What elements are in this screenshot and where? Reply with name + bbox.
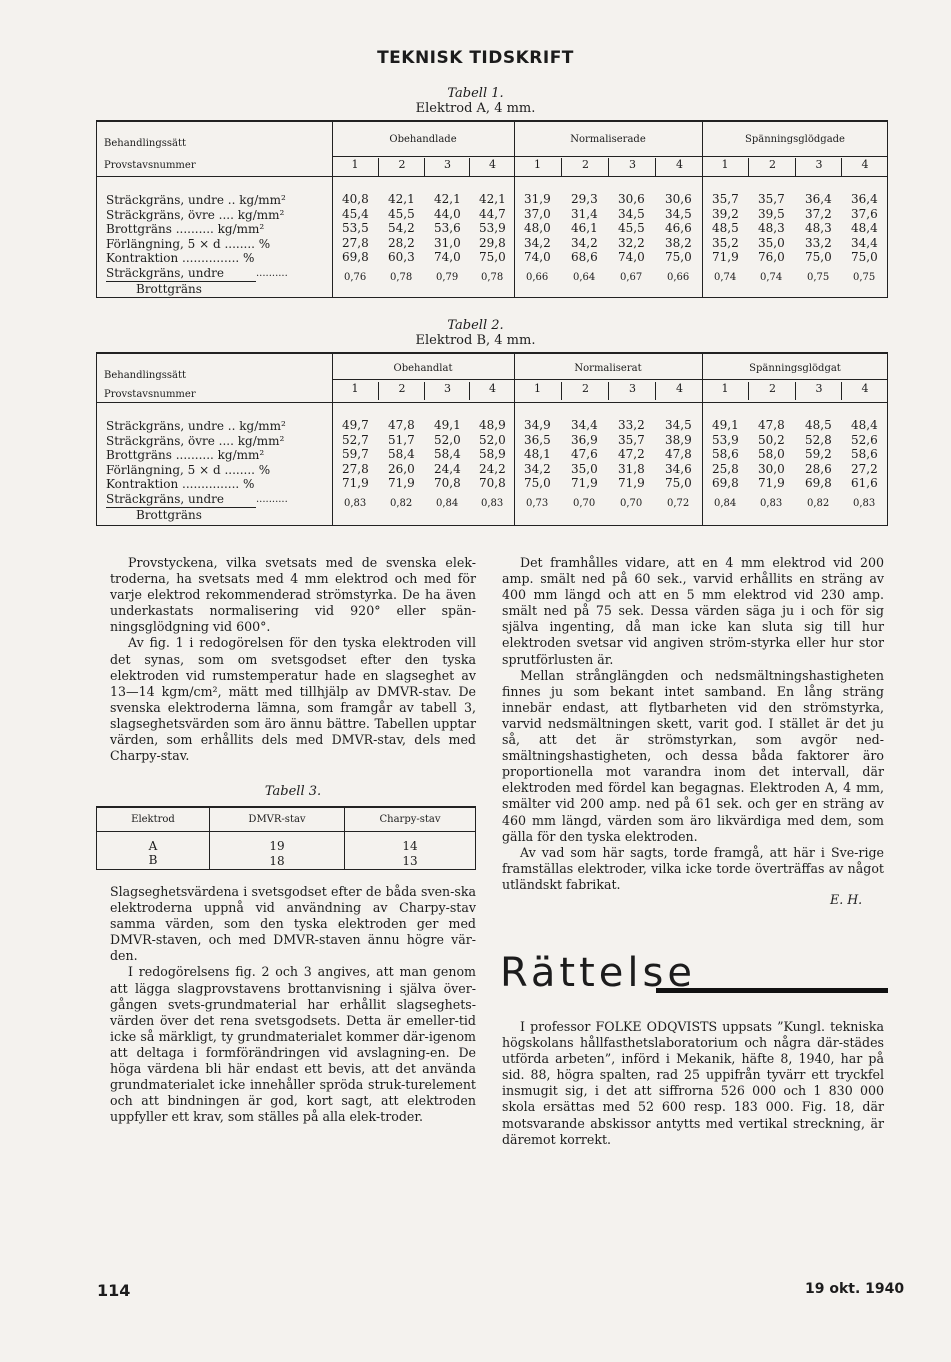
specimen-number: 1 [351,158,359,171]
table-cell: 24,2 [479,461,506,476]
table-cell: 48,4 [851,221,878,236]
journal-title: TEKNISK TIDSKRIFT [377,48,574,68]
group-untreated: Obehandlat [393,363,453,374]
table-cell: 45,5 [388,206,415,221]
table-cell: 49,1 [712,418,739,432]
table-cell: 71,9 [342,476,369,491]
ratio-value: 0,82 [807,498,830,509]
row-head-treatment: Behandlingssätt [104,138,187,149]
table-cell: 47,8 [665,447,692,462]
specimen-number: 4 [469,158,515,176]
table-cell: 42,1 [434,192,461,206]
value-column [424,418,469,491]
table-cell: 48,5 [805,418,832,432]
table3-cell: B [97,853,210,870]
table1 [96,120,888,298]
row-label: Sträckgräns, undre .. kg/mm² [106,193,286,207]
value-column [378,418,424,491]
row-head-specimen: Provstavsnummer [104,160,196,171]
rattelse-body [502,1019,884,1148]
ratio-top-label: Sträckgräns, undre [106,265,224,280]
table-cell: 36,4 [805,192,832,206]
table-cell: 68,6 [571,250,598,265]
dot-leader: .......... [256,268,288,279]
table3-cell: A [97,839,210,853]
table-cell: 53,5 [342,221,369,236]
specimen-number: 2 [561,158,609,176]
table-cell: 33,2 [618,418,645,432]
table-cell: 37,0 [524,206,551,221]
table-cell: 69,8 [712,476,739,491]
table-cell: 58,6 [712,447,739,462]
value-column [702,418,748,491]
table-cell: 27,8 [342,461,369,476]
row-label: Brottgräns .......... kg/mm² [106,222,265,237]
specimen-number: 1 [721,382,729,395]
table3-cell: 14 [345,839,476,853]
paragraph: Av vad som här sagts, torde framgå, att här i Sve-rige framställas elektroder, vilka icke torde överträffas av något utländskt fabrikat. [502,844,884,892]
table-cell: 30,0 [758,461,785,476]
table-cell: 58,9 [479,447,506,462]
table-cell: 71,9 [712,250,739,265]
value-column [841,418,887,491]
table-cell: 74,0 [434,250,461,265]
table-cell: 35,7 [618,432,645,447]
table-cell: 70,8 [479,476,506,491]
ratio-value: 0,72 [667,498,690,509]
table-cell: 54,2 [388,221,415,236]
table-cell: 35,7 [758,192,785,206]
specimen-number: 3 [608,158,656,176]
ratio-value: 0,67 [620,272,643,283]
table-cell: 58,6 [851,447,878,462]
table-cell: 34,5 [665,206,692,221]
table-cell: 69,8 [805,476,832,491]
paragraph: Mellan strånglängden och nedsmältningshastigheten finnes ju som bekant intet samband. En lång sträng innebär endast, att flytbarheten vid den strömstyrka, varvid nedsmältningen skett, varit god. I stället är det ju så, att det är strömstyrkan, som avgör ned-smältningshastigheten, och dessa båda faktorer äro proportionella mot varandra inom det intervall, där elektroden med fördel kan begagnas. Elektroden A, 4 mm, smälter vid 200 amp. ned på 61 sek. och ger en sträng av 460 mm längd, värden som äro likvärdiga med dem, som gälla för den tyska elektroden. [502,667,884,844]
paragraph: I redogörelsens fig. 2 och 3 angives, att man genom att lägga slagprovstavens brottanvisning i själva över-gången svets-grundmaterial har erhållit slagseghets-värden över det rena svetsgodsets. Detta är emeller-tid icke så märkligt, ty grundmaterialet kommer där-igenom att deltaga i formförändringen vid avslagning-en. De höga värdena bli här endast ett bevis, att det använda grundmaterialet icke innehåller spröda struk-turelement och att bindningen är god, kort sagt, att elektroden uppfyller ett krav, som ställes på alla elek-troder. [110,964,476,1125]
specimen-number: 1 [534,158,541,171]
table2 [96,352,888,526]
table-cell: 29,8 [479,235,506,250]
page-number: 114 [97,1281,131,1300]
table-cell: 36,5 [524,432,551,447]
table-cell: 34,5 [665,418,692,432]
table2-subtitle: Elektrod B, 4 mm. [415,333,536,348]
table-cell: 75,0 [665,250,692,265]
paragraph: Av fig. 1 i redogörelsen för den tyska elektroden vill det synas, som om svetsgodset efter den tyska elektroden vid rumstemperatur hade en slagseghet av 13—14 kgm/cm², mätt med tillhjälp av DMVR-stav. De svenska elektroderna lämna, som framgår av tabell 3, slagseghetsvärden som äro ännu bättre. Tabellen upptar värden, som erhållits dels med DMVR-stav, dels med Charpy-stav. [110,635,476,764]
table-cell: 35,2 [712,235,739,250]
value-column [332,418,378,491]
table-cell: 74,0 [618,250,645,265]
table-cell: 31,0 [434,235,461,250]
ratio-value: 0,84 [436,498,459,509]
table-cell: 27,2 [851,461,878,476]
table-cell: 47,8 [388,418,415,432]
ratio-value: 0,83 [344,498,367,509]
row-label: Sträckgräns, övre .... kg/mm² [106,433,285,448]
table-cell: 28,6 [805,461,832,476]
value-column [795,418,841,491]
value-column [608,418,655,491]
table-cell: 39,2 [712,206,739,221]
table-cell: 71,9 [618,476,645,491]
ratio-value: 0,79 [436,272,459,283]
rattelse-heading: Rättelse [500,950,696,996]
group-normalized: Normaliserade [570,134,646,145]
table-cell: 34,2 [524,235,551,250]
value-column [332,192,378,265]
specimen-number: 4 [841,158,888,176]
ratio-value: 0,83 [853,498,876,509]
value-column [655,418,702,491]
ratio-top-label: Sträckgräns, undre [106,491,224,506]
table-cell: 71,9 [571,476,598,491]
value-column [748,192,795,265]
specimen-number: 3 [608,382,656,400]
table-cell: 25,8 [712,461,739,476]
table-cell: 59,2 [805,447,832,462]
table-cell: 53,9 [479,221,506,236]
ratio-value: 0,75 [853,272,876,283]
table-cell: 52,0 [434,432,461,447]
value-column [424,192,469,265]
ratio-value: 0,70 [620,498,643,509]
table-cell: 51,7 [388,432,415,447]
value-column [748,418,795,491]
table-cell: 53,9 [712,432,739,447]
table-cell: 52,6 [851,432,878,447]
table-cell: 36,4 [851,192,878,206]
value-column [469,418,514,491]
value-column [378,192,424,265]
row-label: Förlängning, 5 × d ........ % [106,236,271,251]
table-cell: 31,8 [618,461,645,476]
table-cell: 38,9 [665,432,692,447]
row-label: Förlängning, 5 × d ........ % [106,462,271,477]
table-cell: 76,0 [758,250,785,265]
table3-cell: 19 [210,839,345,853]
table-cell: 71,9 [388,476,415,491]
table-cell: 52,0 [479,432,506,447]
table-cell: 34,6 [665,461,692,476]
table-cell: 75,0 [479,250,506,265]
table-cell: 34,4 [851,235,878,250]
table-cell: 40,8 [342,192,369,206]
heading-rule [656,988,888,993]
specimen-number: 3 [795,382,842,400]
table-cell: 34,4 [571,418,598,432]
specimen-number: 2 [748,158,796,176]
table2-caption: Tabell 2. [447,318,504,333]
group-untreated: Obehandlade [389,134,457,145]
table-cell: 49,1 [434,418,461,432]
value-column [608,192,655,265]
specimen-number: 2 [748,382,796,400]
group-stress-relieved: Spänningsglödgat [749,363,841,374]
table-cell: 48,4 [851,418,878,432]
table-cell: 48,1 [524,447,551,462]
row-head-treatment: Behandlingssätt [104,370,187,381]
specimen-number: 2 [378,382,425,400]
value-column [561,418,608,491]
table-cell: 47,6 [571,447,598,462]
table-cell: 24,4 [434,461,461,476]
table-cell: 52,8 [805,432,832,447]
table-cell: 58,4 [388,447,415,462]
ratio-value: 0,82 [390,498,413,509]
table-cell: 32,2 [618,235,645,250]
table-cell: 44,7 [479,206,506,221]
table3-cell: 18 [210,853,345,870]
paragraph: Slagseghetsvärdena i svetsgodset efter de båda sven-ska elektroderna uppnå vid användning av Charpy-stav samma värden, som den tyska elektroden ger med DMVR-staven, och med DMVR-staven ännu högre vär-den. [110,884,476,964]
ratio-value: 0,75 [807,272,830,283]
specimen-number: 4 [655,158,703,176]
table-cell: 45,4 [342,206,369,221]
table-cell: 48,3 [758,221,785,236]
table3-header: Charpy-stav [345,807,476,831]
table-cell: 61,6 [851,476,878,491]
table-cell: 35,7 [712,192,739,206]
paragraph: I professor FOLKE ODQVISTS uppsats ”Kungl. tekniska högskolans hållfasthetslaboratorium och några där-städes utförda arbeten”, införd i Mekanik, häfte 8, 1940, har på sid. 88, högra spalten, rad 25 uppifrån tyvärr ett tryckfel insmugit sig, i det att siffrorna 526 000 och 1 830 000 skola ersättas med 52 600 resp. 183 000. Fig. 18, där motsvarande abskissor antytts med vertikal streckning, är däremot korrekt. [502,1019,884,1147]
ratio-bottom-label: Brottgräns [106,281,256,297]
table-cell: 70,8 [434,476,461,491]
ratio-value: 0,78 [390,272,413,283]
ratio-value: 0,76 [344,272,367,283]
table-cell: 48,9 [479,418,506,432]
table-cell: 49,7 [342,418,369,432]
table-cell: 47,8 [758,418,785,432]
ratio-value: 0,83 [481,498,504,509]
specimen-number: 1 [721,158,729,171]
value-column [514,418,561,491]
table-cell: 33,2 [805,235,832,250]
table-cell: 52,7 [342,432,369,447]
table-cell: 31,4 [571,206,598,221]
row-label: Kontraktion ............... % [106,251,255,266]
ratio-value: 0,66 [667,272,690,283]
table-cell: 46,1 [571,221,598,236]
dot-leader: .......... [256,494,288,505]
table-cell: 59,7 [342,447,369,462]
table-cell: 74,0 [524,250,551,265]
specimen-number: 4 [469,382,515,400]
table-cell: 46,6 [665,221,692,236]
ratio-value: 0,84 [714,498,737,509]
table3-caption: Tabell 3. [264,784,322,799]
group-stress-relieved: Spänningsglödgade [745,134,845,145]
table-cell: 39,5 [758,206,785,221]
table-cell: 69,8 [342,250,369,265]
right-column [502,555,884,893]
table-cell: 50,2 [758,432,785,447]
value-column [655,192,702,265]
table-cell: 58,4 [434,447,461,462]
value-column [514,192,561,265]
table-cell: 34,9 [524,418,551,432]
value-column [702,192,748,265]
table-cell: 35,0 [758,235,785,250]
ratio-value: 0,74 [760,272,783,283]
table3-header: DMVR-stav [210,807,345,831]
row-label: Sträckgräns, undre .. kg/mm² [106,419,286,433]
ratio-bottom-label: Brottgräns [106,507,256,523]
specimen-number: 1 [351,382,359,395]
row-label: Kontraktion ............... % [106,477,255,492]
paragraph: Provstyckena, vilka svetsats med de svenska elek-troderna, ha svetsats med 4 mm elektrod och med för varje elektrod rekommenderad strömstyrka. De ha även underkastats normalisering vid 920° eller spän-ningsglödgning vid 600°. [110,555,476,635]
ratio-value: 0,78 [481,272,504,283]
ratio-value: 0,73 [526,498,549,509]
table-cell: 75,0 [665,476,692,491]
table-cell: 30,6 [618,192,645,206]
table-cell: 47,2 [618,447,645,462]
issue-date: 19 okt. 1940 [805,1281,905,1297]
table-cell: 26,0 [388,461,415,476]
table-cell: 36,9 [571,432,598,447]
specimen-number: 1 [534,382,541,395]
specimen-number: 2 [378,158,425,176]
group-normalized: Normaliserat [574,363,642,374]
table-cell: 29,3 [571,192,598,206]
table-cell: 48,3 [805,221,832,236]
row-label: Sträckgräns, övre .... kg/mm² [106,207,285,222]
table-cell: 27,8 [342,235,369,250]
table-cell: 30,6 [665,192,692,206]
table-cell: 44,0 [434,206,461,221]
specimen-number: 3 [424,158,470,176]
table-cell: 42,1 [388,192,415,206]
row-head-specimen: Provstavsnummer [104,389,196,400]
table-cell: 75,0 [805,250,832,265]
table1-caption: Tabell 1. [447,86,504,101]
table-cell: 35,0 [571,461,598,476]
table-cell: 75,0 [851,250,878,265]
specimen-number: 3 [424,382,470,400]
specimen-number: 4 [655,382,703,400]
table1-subtitle: Elektrod A, 4 mm. [415,101,536,116]
ratio-value: 0,66 [526,272,549,283]
table-cell: 48,0 [524,221,551,236]
value-column [561,192,608,265]
specimen-number: 2 [561,382,609,400]
table-cell: 71,9 [758,476,785,491]
table3 [96,806,476,870]
left-column-bottom [110,884,476,1125]
ratio-value: 0,83 [760,498,783,509]
ratio-value: 0,74 [714,272,737,283]
table-cell: 31,9 [524,192,551,206]
specimen-number: 4 [841,382,888,400]
table-cell: 38,2 [665,235,692,250]
table-cell: 37,2 [805,206,832,221]
table-cell: 34,2 [524,461,551,476]
signature: E. H. [830,892,863,907]
table-cell: 53,6 [434,221,461,236]
value-column [795,192,841,265]
table3-cell: 13 [345,853,476,870]
paragraph: Det framhålles vidare, att en 4 mm elektrod vid 200 amp. smält ned på 60 sek., varvid erhållits en sträng av 400 mm längd och att en 5 mm elektrod vid 230 amp. smält ned på 75 sek. Dessa värden säga ju i och för sig själva ingenting, då man icke kan sluta sig till hur elektroden svetsar vid angiven ström-styrka eller hur stor sprutförlusten är. [502,555,884,667]
left-column-top [110,555,476,764]
table-cell: 60,3 [388,250,415,265]
ratio-value: 0,64 [573,272,596,283]
table-cell: 34,2 [571,235,598,250]
table3-header: Elektrod [97,807,210,831]
value-column [469,192,514,265]
table-cell: 45,5 [618,221,645,236]
value-column [841,192,887,265]
row-label: Brottgräns .......... kg/mm² [106,448,265,463]
table-cell: 75,0 [524,476,551,491]
table-cell: 28,2 [388,235,415,250]
table-cell: 48,5 [712,221,739,236]
table-cell: 58,0 [758,447,785,462]
ratio-value: 0,70 [573,498,596,509]
specimen-number: 3 [795,158,842,176]
table-cell: 42,1 [479,192,506,206]
table-cell: 34,5 [618,206,645,221]
table-cell: 37,6 [851,206,878,221]
